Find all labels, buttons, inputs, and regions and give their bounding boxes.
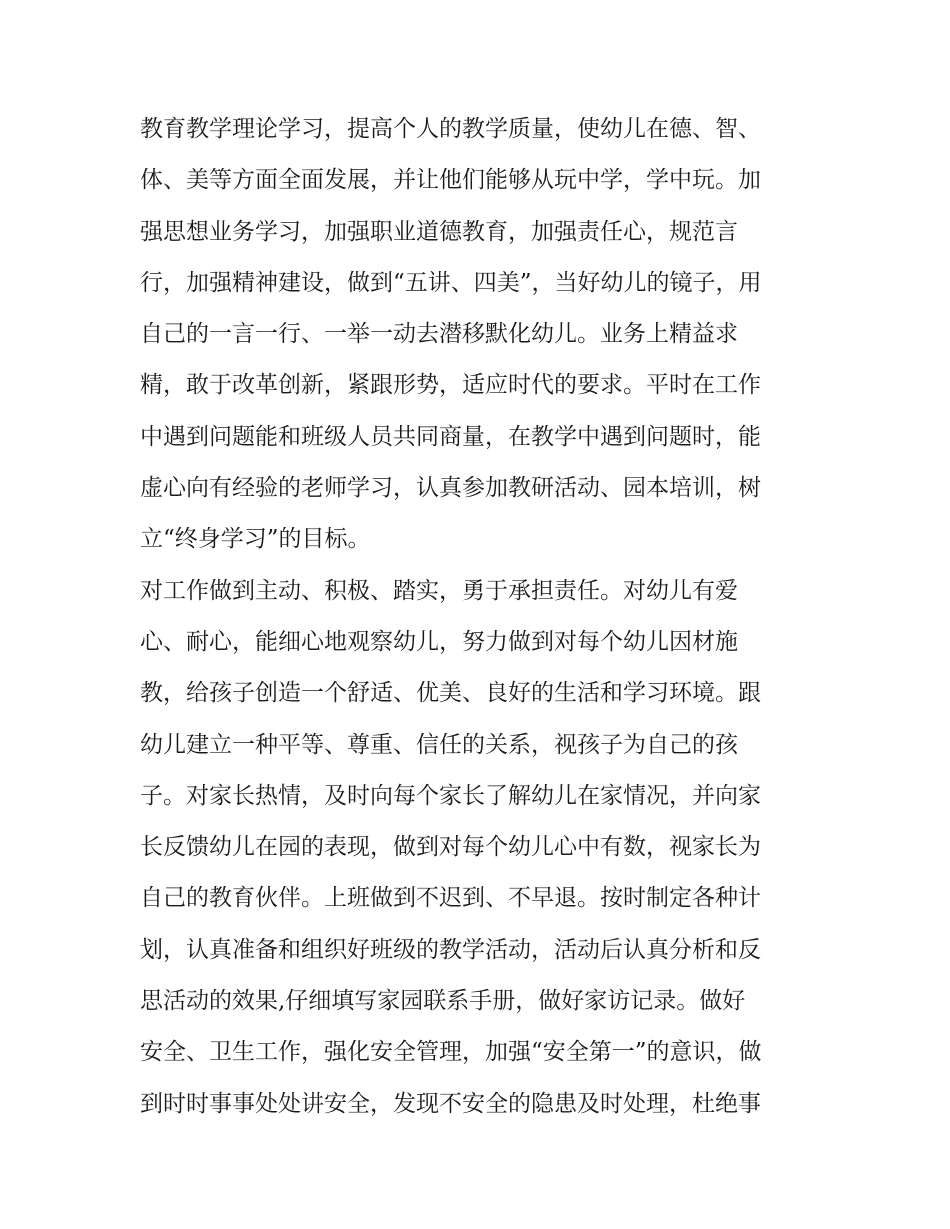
document-body bbox=[140, 104, 820, 1130]
text-line: 长反馈幼儿在园的表现，做到对每个幼儿心中有数，视家长为 bbox=[140, 834, 761, 861]
text-line: 教育教学理论学习，提高个人的教学质量，使幼儿在德、智、 bbox=[140, 116, 761, 142]
text-line: 自己的教育伙伴。上班做到不迟到、不早退。按时制定各种计 bbox=[140, 885, 761, 912]
text-line: 强思想业务学习，加强职业道德教育，加强责任心，规范言 bbox=[140, 218, 738, 245]
text-line: 安全、卫生工作，强化安全管理，加强“安全第一”的意识，做 bbox=[140, 1039, 762, 1066]
text-line: 精，敢于改革创新，紧跟形势，适应时代的要求。平时在工作 bbox=[140, 372, 761, 399]
text-line: 心、耐心，能细心地观察幼儿，努力做到对每个幼儿因材施 bbox=[140, 628, 738, 655]
text-line: 思活动的效果,仔细填写家园联系手册，做好家访记录。做好 bbox=[140, 988, 746, 1015]
text-line: 虚心向有经验的老师学习，认真参加教研活动、园本培训，树 bbox=[140, 475, 761, 502]
text-line: 到时时事事处处讲安全，发现不安全的隐患及时处理，杜绝事 bbox=[140, 1090, 761, 1117]
text-line: 对工作做到主动、积极、踏实，勇于承担责任。对幼儿有爱 bbox=[140, 577, 738, 604]
text-line: 幼儿建立一种平等、尊重、信任的关系，视孩子为自己的孩 bbox=[140, 731, 738, 758]
text-line: 行，加强精神建设，做到“五讲、四美”，当好幼儿的镜子，用 bbox=[140, 269, 762, 296]
text-line: 教，给孩子创造一个舒适、优美、良好的生活和学习环境。跟 bbox=[140, 680, 761, 707]
text-line: 体、美等方面全面发展，并让他们能够从玩中学，学中玩。加 bbox=[140, 167, 761, 194]
text-line: 自己的一言一行、一举一动去潜移默化幼儿。业务上精益求 bbox=[140, 321, 738, 348]
text-line: 子。对家长热情，及时向每个家长了解幼儿在家情况，并向家 bbox=[140, 782, 761, 809]
text-line: 划，认真准备和组织好班级的教学活动，活动后认真分析和反 bbox=[140, 936, 761, 963]
text-line: 立“终身学习”的目标。 bbox=[140, 526, 371, 553]
text-line: 中遇到问题能和班级人员共同商量，在教学中遇到问题时，能 bbox=[140, 423, 761, 450]
